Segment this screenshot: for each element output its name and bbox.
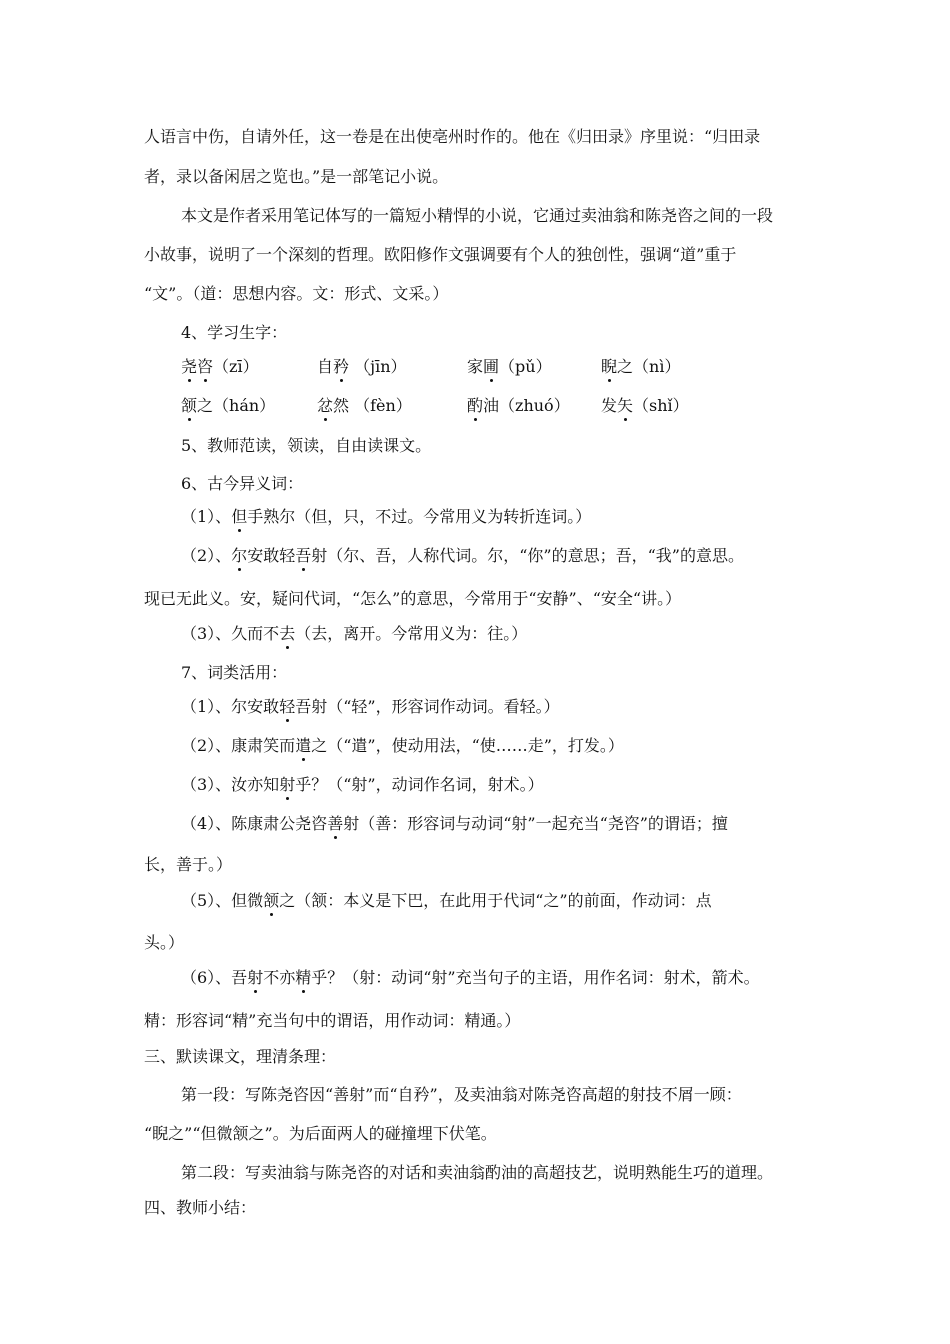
intro-line-1: 人语言中伤，自请外任，这一卷是在出使亳州时作的。他在《归田录》序里说：“归田录 (144, 127, 761, 146)
emphasis-char: 矢 (617, 396, 634, 415)
paragraph-line: 小故事，说明了一个深刻的哲理。欧阳修作文强调要有个人的独创性，强调“道”重于 (144, 245, 737, 264)
vocab-item: 忿然 （fèn） (317, 396, 412, 415)
list-item: （3）、汝亦知射乎？（“射”，动词作名词，射术。） (181, 775, 544, 794)
section-heading: 4、学习生字： (181, 323, 288, 342)
vocab-item: 尧咨（zī） (181, 357, 259, 376)
intro-line-2: 者，录以备闲居之览也。”是一部笔记小说。 (144, 167, 449, 186)
paragraph-line: 第二段：写卖油翁与陈尧咨的对话和卖油翁酌油的高超技艺，说明熟能生巧的道理。 (181, 1163, 774, 1182)
emphasis-char: 矜 (333, 357, 350, 376)
emphasis-char: 睨 (601, 357, 618, 376)
section-heading: 5、教师范读，领读，自由读课文。 (181, 436, 432, 455)
vocab-item: 家圃（pǔ） (467, 357, 552, 376)
section-heading: 7、词类活用： (181, 663, 288, 682)
paragraph-line: 第一段：写陈尧咨因“善射”而“自矜”，及卖油翁对陈尧咨高超的射技不屑一顾： (181, 1085, 742, 1104)
list-item: （5）、但微颔之（颔：本义是下巴，在此用于代词“之”的前面，作动词：点 (181, 891, 712, 910)
emphasis-char: 尔 (231, 546, 248, 565)
emphasis-char: 去 (279, 624, 296, 643)
emphasis-char: 圃 (483, 357, 500, 376)
emphasis-char: 射 (279, 775, 296, 794)
list-item-continuation: 长，善于。） (144, 855, 233, 874)
paragraph-line: “睨之”“但微颔之”。为后面两人的碰撞埋下伏笔。 (144, 1124, 497, 1143)
emphasis-char: 酌 (467, 396, 484, 415)
list-item: （1）、尔安敢轻吾射（“轻”，形容词作动词。看轻。） (181, 697, 560, 716)
emphasis-char: 吾 (295, 546, 312, 565)
list-item: （6）、吾射不亦精乎？（射：动词“射”充当句子的主语，用作名词：射术，箭术。 (181, 968, 760, 987)
emphasis-char: 善 (327, 814, 344, 833)
paragraph-line: 本文是作者采用笔记体写的一篇短小精悍的小说，它通过卖油翁和陈尧咨之间的一段 (181, 206, 774, 225)
emphasis-char: 忿 (317, 396, 334, 415)
vocab-item: 发矢（shǐ） (601, 396, 689, 415)
list-item: （3）、久而不去（去，离开。今常用义为：往。） (181, 624, 528, 643)
section-heading: 6、古今异义词： (181, 474, 304, 493)
emphasis-char: 射 (247, 968, 264, 987)
vocab-item: 酌油（zhuó） (467, 396, 570, 415)
emphasis-char: 遣 (295, 736, 312, 755)
emphasis-char: 颔 (263, 891, 280, 910)
list-item: （1）、但手熟尔（但，只，不过。今常用义为转折连词。） (181, 507, 592, 526)
vocab-item: 颔之（hán） (181, 396, 276, 415)
list-item-continuation: 现已无此义。安，疑问代词，“怎么”的意思，今常用于“安静”、“安全“讲。） (144, 589, 682, 608)
emphasis-char: 但 (231, 507, 248, 526)
list-item: （2）、尔安敢轻吾射（尔、吾，人称代词。尔，“你”的意思；吾，“我”的意思。 (181, 546, 744, 565)
part-heading: 四、教师小结： (144, 1198, 257, 1217)
emphasis-char: 轻 (279, 697, 296, 716)
paragraph-line: “文”。（道：思想内容。文：形式、文采。） (144, 284, 449, 303)
list-item: （2）、康肃笑而遣之（“遣”，使动用法，“使……走”，打发。） (181, 736, 624, 755)
part-heading: 三、默读课文，理清条理： (144, 1047, 337, 1066)
list-item-continuation: 精：形容词“精”充当句中的谓语，用作动词：精通。） (144, 1011, 521, 1030)
emphasis-char: 颔 (181, 396, 198, 415)
emphasis-char: 咨 (197, 357, 214, 376)
emphasis-char: 精 (295, 968, 312, 987)
list-item: （4）、陈康肃公尧咨善射（善：形容词与动词“射”一起充当“尧咨”的谓语；擅 (181, 814, 728, 833)
list-item-continuation: 头。） (144, 933, 185, 952)
emphasis-char: 尧 (181, 357, 198, 376)
vocab-item: 自矜 （jīn） (317, 357, 407, 376)
vocab-item: 睨之（nì） (601, 357, 681, 376)
